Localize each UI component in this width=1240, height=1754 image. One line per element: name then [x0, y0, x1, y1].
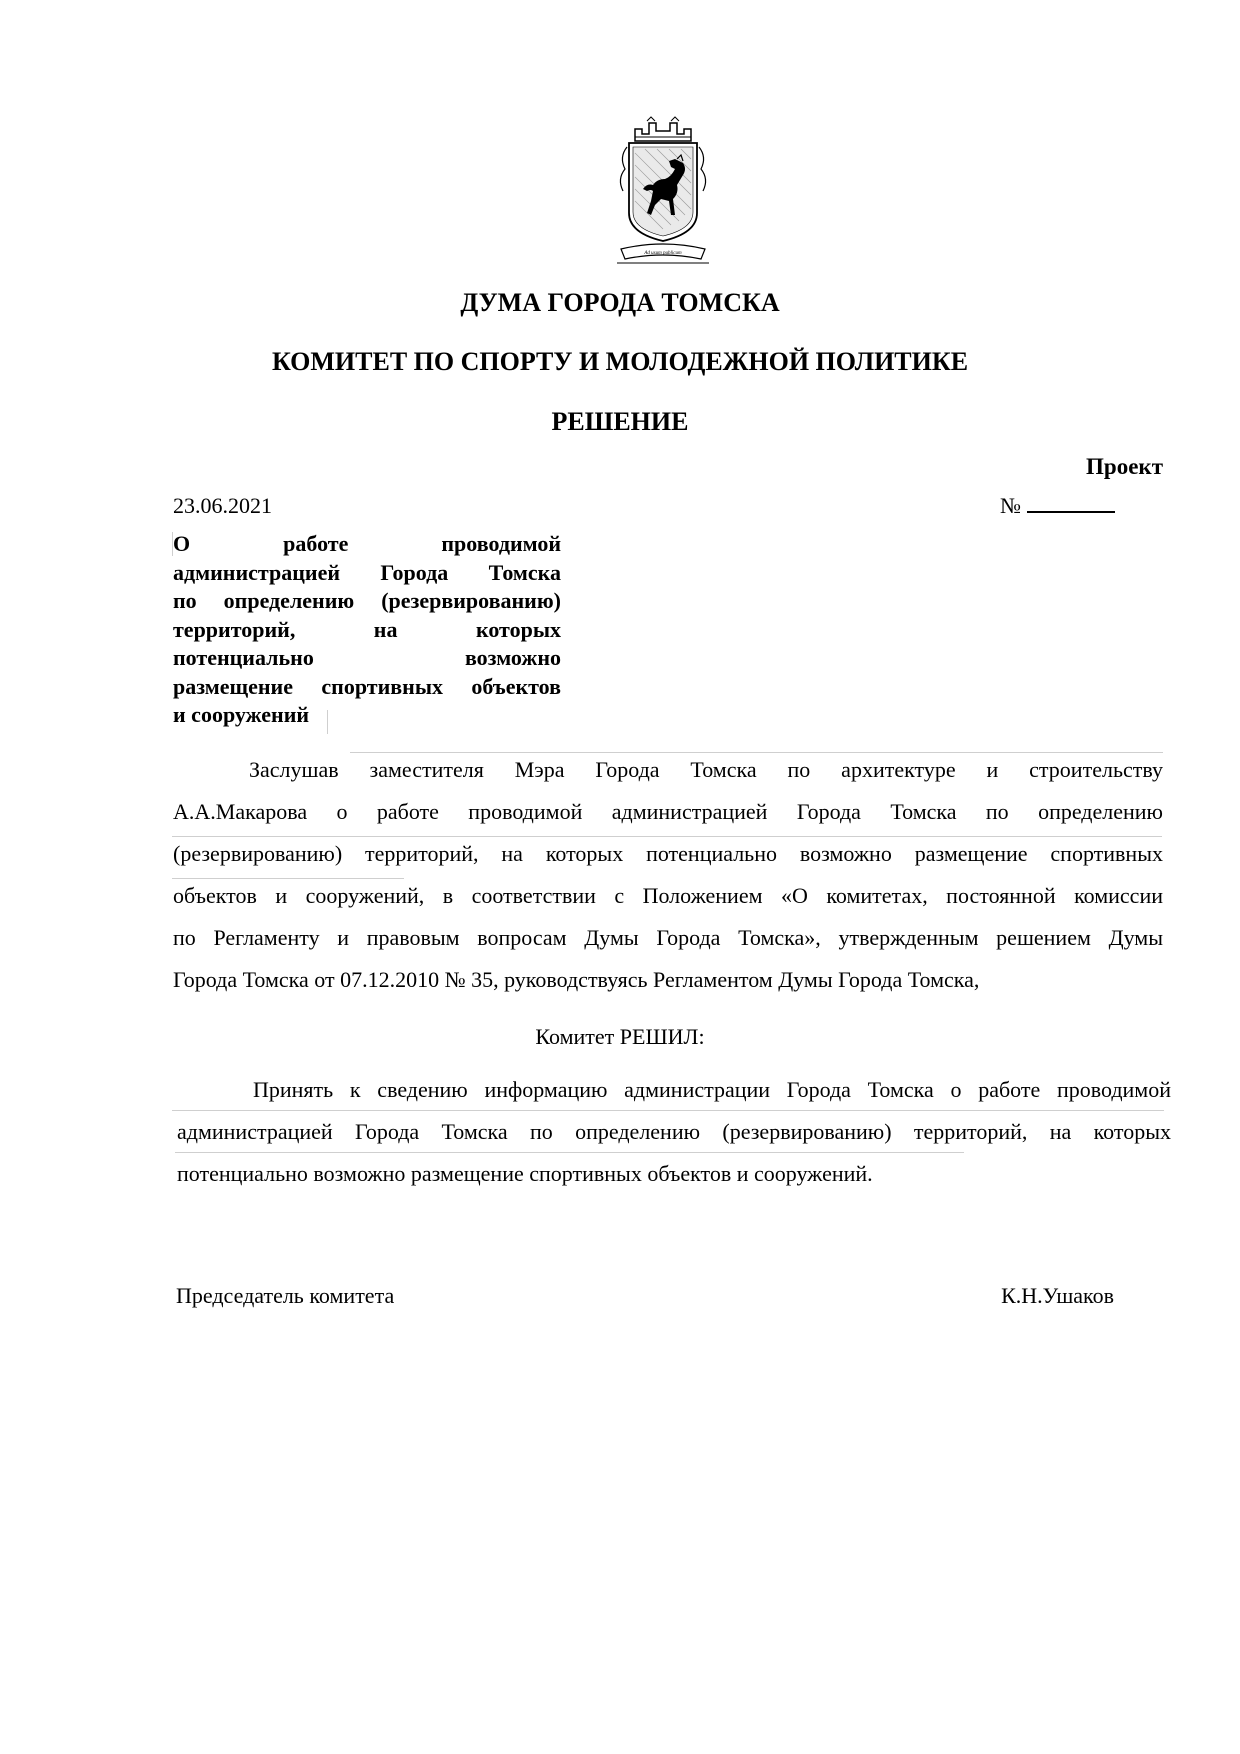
- draft-label: Проект: [1086, 454, 1163, 479]
- document-number: [1000, 492, 1115, 520]
- signatory-name: К.Н.Ушаков: [1001, 1283, 1114, 1308]
- subject-line: и сооружений: [173, 702, 310, 727]
- organization-title: ДУМА ГОРОДА ТОМСКА: [460, 288, 780, 317]
- number-blank: [1027, 493, 1115, 513]
- document-date: 23.06.2021: [173, 493, 272, 518]
- document-type: РЕШЕНИЕ: [551, 407, 689, 436]
- subject-line: территорий, на которых: [173, 616, 561, 642]
- resolved-heading: Комитет РЕШИЛ:: [535, 1024, 705, 1049]
- paragraph-line: (резервированию) территорий, на которых потенциально возможно размещение спортивных: [173, 841, 1163, 866]
- committee-title: КОМИТЕТ ПО СПОРТУ И МОЛОДЕЖНОЙ ПОЛИТИКЕ: [271, 347, 969, 376]
- paragraph-line: объектов и сооружений, в соответствии с Положением «О комитетах, постоянной комиссии: [173, 883, 1163, 908]
- paragraph-line: А.А.Макарова о работе проводимой администрацией Города Томска по определению: [173, 799, 1163, 824]
- signatory-position: Председатель комитета: [176, 1283, 395, 1308]
- decision-subject: [173, 530, 561, 730]
- subject-line: администрацией Города Томска: [173, 559, 561, 585]
- paragraph-line: Заслушав заместителя Мэра Города Томска по архитектуре и строительству: [249, 757, 1163, 782]
- paragraph-line: администрацией Города Томска по определению (резервированию) территорий, на которых: [177, 1119, 1171, 1144]
- subject-line: О работе проводимой: [173, 531, 561, 556]
- paragraph-line: потенциально возможно размещение спортивных объектов и сооружений.: [177, 1161, 873, 1186]
- field-marker: [327, 710, 328, 734]
- main-paragraph: [173, 749, 1163, 1001]
- number-label: №: [1000, 493, 1021, 518]
- paragraph-line: Города Томска от 07.12.2010 № 35, руководствуясь Регламентом Думы Города Томска,: [173, 967, 980, 992]
- subject-line: потенциально возможно: [173, 645, 561, 670]
- emblem-motto: Ad usum publicum: [644, 251, 682, 256]
- subject-line: размещение спортивных объектов: [173, 673, 561, 699]
- paragraph-line: Принять к сведению информацию администрации Города Томска о работе проводимой: [253, 1077, 1171, 1102]
- subject-line: по определению (резервированию): [173, 588, 561, 613]
- tomsk-coat-of-arms-icon: [613, 113, 713, 283]
- resolution-paragraph: [173, 1069, 1171, 1195]
- paragraph-line: по Регламенту и правовым вопросам Думы Города Томска», утвержденным решением Думы: [173, 925, 1163, 950]
- field-marker: [172, 532, 173, 556]
